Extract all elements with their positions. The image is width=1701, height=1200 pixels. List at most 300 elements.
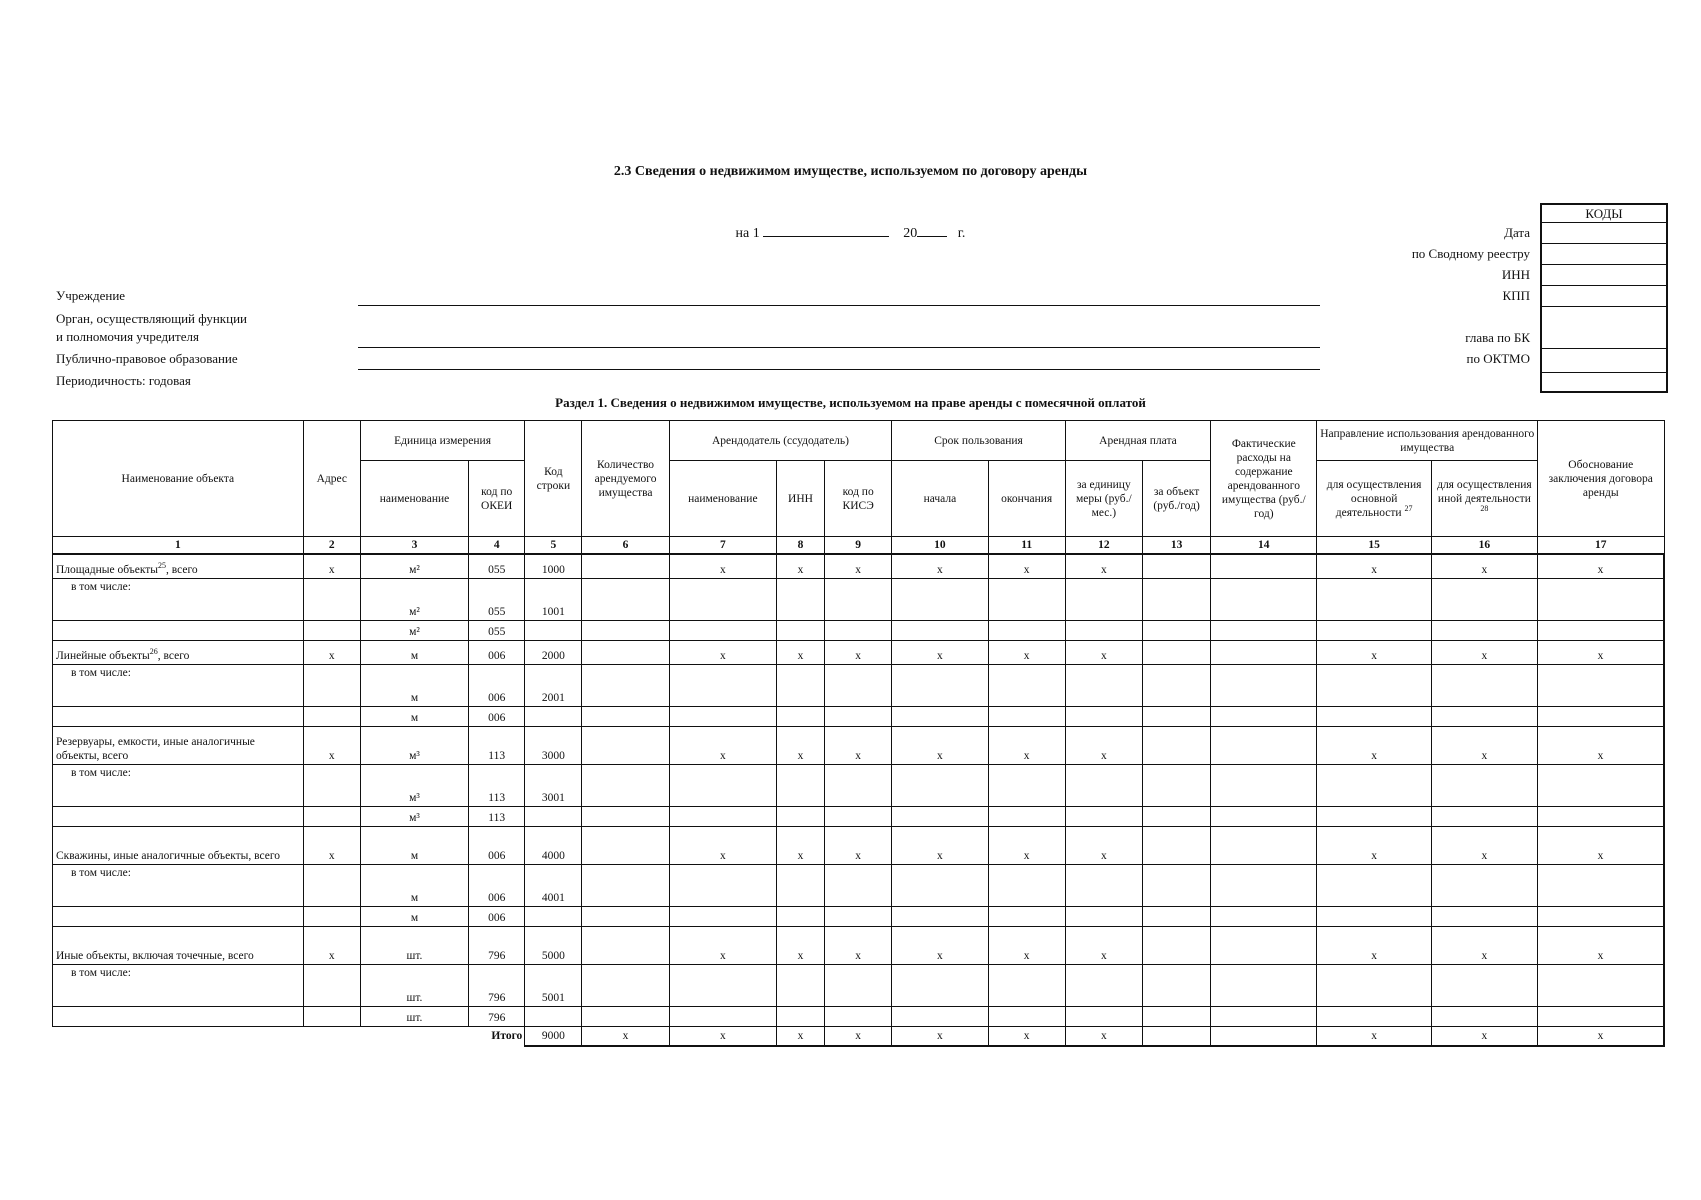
x-mark: х bbox=[1538, 926, 1664, 964]
document-title: 2.3 Сведения о недвижимом имуществе, используемом по договору аренды bbox=[613, 164, 1088, 179]
group-name bbox=[53, 554, 304, 578]
unit-code: 796 bbox=[469, 964, 525, 1006]
data-cell[interactable] bbox=[1142, 640, 1210, 664]
data-cell[interactable] bbox=[1538, 806, 1664, 826]
data-cell[interactable] bbox=[1538, 1006, 1664, 1026]
column-number: 15 bbox=[1317, 537, 1431, 555]
column-number: 1 bbox=[53, 537, 304, 555]
col-header-rent-per-unit: за единицу меры (руб./мес.) bbox=[1065, 461, 1142, 537]
public-entity-label: Публично-правовое образование bbox=[56, 351, 238, 366]
col-header-lessor-inn: ИНН bbox=[776, 461, 824, 537]
data-cell[interactable] bbox=[1065, 764, 1142, 806]
data-cell[interactable] bbox=[892, 906, 988, 926]
data-cell[interactable] bbox=[1142, 926, 1210, 964]
data-cell[interactable] bbox=[776, 864, 824, 906]
data-cell[interactable] bbox=[1538, 664, 1664, 706]
x-mark: х bbox=[1538, 1026, 1664, 1046]
x-mark: х bbox=[1431, 926, 1537, 964]
x-mark: х bbox=[1317, 554, 1431, 578]
group-extra-row bbox=[53, 906, 1665, 926]
data-cell[interactable] bbox=[303, 864, 360, 906]
codes-box bbox=[1540, 203, 1668, 393]
column-number: 11 bbox=[988, 537, 1065, 555]
data-cell[interactable] bbox=[892, 864, 988, 906]
data-cell[interactable] bbox=[892, 764, 988, 806]
data-cell[interactable] bbox=[1431, 906, 1537, 926]
column-number: 14 bbox=[1211, 537, 1317, 555]
data-cell[interactable] bbox=[1065, 964, 1142, 1006]
data-cell[interactable] bbox=[825, 706, 892, 726]
data-cell[interactable] bbox=[988, 764, 1065, 806]
data-cell[interactable] bbox=[1538, 764, 1664, 806]
data-cell[interactable] bbox=[1142, 826, 1210, 864]
data-cell[interactable] bbox=[303, 620, 360, 640]
date-prefix: на 1 bbox=[735, 226, 760, 241]
x-mark: х bbox=[825, 554, 892, 578]
x-mark: х bbox=[1431, 726, 1537, 764]
data-cell[interactable] bbox=[776, 806, 824, 826]
data-cell[interactable] bbox=[669, 1006, 776, 1026]
data-cell[interactable] bbox=[303, 964, 360, 1006]
code-inn-cell[interactable] bbox=[1542, 265, 1666, 286]
col-header-name: Наименование объекта bbox=[53, 421, 304, 537]
data-cell[interactable] bbox=[1317, 620, 1431, 640]
x-mark: х bbox=[669, 640, 776, 664]
x-mark: х bbox=[303, 726, 360, 764]
direction-other-text: для осуществления иной деятельности bbox=[1437, 478, 1532, 505]
data-cell[interactable] bbox=[1431, 764, 1537, 806]
data-cell[interactable] bbox=[1431, 664, 1537, 706]
row-code: 3000 bbox=[525, 726, 582, 764]
data-cell[interactable] bbox=[1142, 726, 1210, 764]
group-extra-row bbox=[53, 620, 1665, 640]
data-cell bbox=[53, 806, 304, 826]
column-number: 13 bbox=[1142, 537, 1210, 555]
data-cell[interactable] bbox=[1538, 964, 1664, 1006]
data-cell[interactable] bbox=[582, 706, 669, 726]
column-number: 9 bbox=[825, 537, 892, 555]
data-cell[interactable] bbox=[1431, 706, 1537, 726]
unit-code: 113 bbox=[469, 726, 525, 764]
section-title: Раздел 1. Сведения о недвижимом имуществе, используемом на праве аренды с помесячной оплатой bbox=[555, 395, 1146, 410]
data-cell[interactable] bbox=[525, 620, 582, 640]
data-cell[interactable] bbox=[892, 620, 988, 640]
data-cell[interactable] bbox=[988, 1006, 1065, 1026]
data-cell[interactable] bbox=[776, 764, 824, 806]
data-cell[interactable] bbox=[582, 664, 669, 706]
x-mark: х bbox=[1538, 640, 1664, 664]
data-cell[interactable] bbox=[988, 864, 1065, 906]
group-total-row bbox=[53, 726, 1665, 764]
group-name bbox=[53, 640, 304, 664]
data-cell[interactable] bbox=[776, 620, 824, 640]
data-cell[interactable] bbox=[582, 554, 669, 578]
data-cell[interactable] bbox=[669, 764, 776, 806]
column-number: 7 bbox=[669, 537, 776, 555]
unit-code: 055 bbox=[469, 620, 525, 640]
x-mark: х bbox=[1317, 926, 1431, 964]
code-label-oktmo: по ОКТМО bbox=[1466, 351, 1530, 366]
unit-name: м bbox=[360, 906, 468, 926]
col-header-unit-group: Единица измерения bbox=[360, 421, 524, 461]
x-mark: х bbox=[1538, 826, 1664, 864]
data-cell[interactable] bbox=[1317, 906, 1431, 926]
data-cell[interactable] bbox=[1317, 1006, 1431, 1026]
data-cell[interactable] bbox=[1211, 1026, 1317, 1046]
data-cell[interactable] bbox=[582, 926, 669, 964]
data-cell[interactable] bbox=[892, 806, 988, 826]
data-cell[interactable] bbox=[1431, 578, 1537, 620]
x-mark: х bbox=[892, 554, 988, 578]
data-cell[interactable] bbox=[1317, 706, 1431, 726]
x-mark: х bbox=[988, 1026, 1065, 1046]
x-mark: х bbox=[825, 826, 892, 864]
data-cell[interactable] bbox=[1538, 578, 1664, 620]
x-mark: х bbox=[776, 926, 824, 964]
data-cell[interactable] bbox=[1317, 864, 1431, 906]
data-cell[interactable] bbox=[525, 1006, 582, 1026]
data-cell[interactable] bbox=[669, 578, 776, 620]
institution-label: Учреждение bbox=[56, 288, 126, 303]
data-cell[interactable] bbox=[669, 664, 776, 706]
group-sub-row bbox=[53, 964, 1665, 1006]
data-cell[interactable] bbox=[892, 664, 988, 706]
data-cell[interactable] bbox=[1142, 864, 1210, 906]
group-name-text: Скважины, иные аналогичные объекты, всего bbox=[56, 849, 281, 862]
data-cell[interactable] bbox=[1065, 1006, 1142, 1026]
data-cell[interactable] bbox=[1538, 706, 1664, 726]
unit-code: 006 bbox=[469, 826, 525, 864]
date-year-field[interactable] bbox=[917, 224, 947, 237]
data-cell[interactable] bbox=[669, 706, 776, 726]
date-day-month-field[interactable] bbox=[763, 224, 889, 237]
col-header-lessor-group: Арендодатель (ссудодатель) bbox=[669, 421, 892, 461]
data-cell[interactable] bbox=[1211, 864, 1317, 906]
founder-field[interactable] bbox=[358, 347, 1320, 348]
data-cell[interactable] bbox=[1142, 554, 1210, 578]
data-cell[interactable] bbox=[825, 906, 892, 926]
data-cell[interactable] bbox=[525, 806, 582, 826]
x-mark: х bbox=[303, 826, 360, 864]
x-mark: х bbox=[988, 554, 1065, 578]
data-cell[interactable] bbox=[582, 906, 669, 926]
code-kpp-cell[interactable] bbox=[1542, 286, 1666, 307]
column-number: 8 bbox=[776, 537, 824, 555]
unit-name: м bbox=[360, 664, 468, 706]
data-cell[interactable] bbox=[1065, 806, 1142, 826]
unit-name: м² bbox=[360, 578, 468, 620]
col-header-direction-main bbox=[1317, 461, 1431, 537]
incl-label: в том числе: bbox=[53, 578, 304, 620]
column-number: 2 bbox=[303, 537, 360, 555]
founder-label-line1: Орган, осуществляющий функции bbox=[56, 311, 247, 326]
data-cell[interactable] bbox=[1142, 706, 1210, 726]
x-mark: х bbox=[776, 826, 824, 864]
data-cell[interactable] bbox=[582, 578, 669, 620]
data-cell[interactable] bbox=[1538, 906, 1664, 926]
unit-name: м³ bbox=[360, 764, 468, 806]
data-cell[interactable] bbox=[1065, 706, 1142, 726]
x-mark: х bbox=[892, 640, 988, 664]
unit-name: шт. bbox=[360, 964, 468, 1006]
data-cell[interactable] bbox=[1431, 1006, 1537, 1026]
code-label-date: Дата bbox=[1504, 225, 1530, 240]
x-mark: х bbox=[1065, 926, 1142, 964]
data-cell[interactable] bbox=[303, 578, 360, 620]
x-mark: х bbox=[988, 926, 1065, 964]
col-header-row-code: Код строки bbox=[525, 421, 582, 537]
periodicity-label: Периодичность: годовая bbox=[56, 373, 191, 388]
unit-name: шт. bbox=[360, 926, 468, 964]
x-mark: х bbox=[669, 926, 776, 964]
code-date-cell[interactable] bbox=[1542, 223, 1666, 244]
col-header-term-group: Срок пользования bbox=[892, 421, 1065, 461]
x-mark: х bbox=[1065, 640, 1142, 664]
col-header-term-end: окончания bbox=[988, 461, 1065, 537]
data-cell[interactable] bbox=[582, 864, 669, 906]
data-cell[interactable] bbox=[582, 806, 669, 826]
data-cell[interactable] bbox=[1142, 664, 1210, 706]
data-cell[interactable] bbox=[1211, 664, 1317, 706]
data-cell[interactable] bbox=[988, 620, 1065, 640]
data-cell[interactable] bbox=[1211, 620, 1317, 640]
data-cell[interactable] bbox=[988, 706, 1065, 726]
col-header-address: Адрес bbox=[303, 421, 360, 537]
data-cell[interactable] bbox=[525, 906, 582, 926]
data-cell[interactable] bbox=[1211, 554, 1317, 578]
code-label-kpp: КПП bbox=[1502, 288, 1530, 303]
data-cell[interactable] bbox=[303, 1006, 360, 1026]
data-cell[interactable] bbox=[1065, 664, 1142, 706]
data-cell[interactable] bbox=[776, 1006, 824, 1026]
unit-code: 113 bbox=[469, 764, 525, 806]
unit-code: 055 bbox=[469, 578, 525, 620]
group-name-text: Резервуары, емкости, иные аналогичные объекты, всего bbox=[56, 735, 255, 762]
col-header-rent-group: Арендная плата bbox=[1065, 421, 1210, 461]
x-mark: х bbox=[988, 826, 1065, 864]
incl-label: в том числе: bbox=[53, 964, 304, 1006]
data-cell[interactable] bbox=[669, 864, 776, 906]
code-bk-cell[interactable] bbox=[1542, 307, 1666, 349]
data-cell[interactable] bbox=[1211, 964, 1317, 1006]
x-mark: х bbox=[1317, 640, 1431, 664]
col-header-unit-code: код по ОКЕИ bbox=[469, 461, 525, 537]
row-code: 5000 bbox=[525, 926, 582, 964]
data-cell[interactable] bbox=[1211, 578, 1317, 620]
data-cell[interactable] bbox=[582, 826, 669, 864]
footnote-28: 28 bbox=[1480, 503, 1489, 513]
data-cell[interactable] bbox=[892, 706, 988, 726]
data-cell[interactable] bbox=[669, 964, 776, 1006]
data-cell[interactable] bbox=[892, 964, 988, 1006]
x-mark: х bbox=[825, 1026, 892, 1046]
group-name-suffix: , всего bbox=[157, 649, 190, 662]
data-cell bbox=[53, 906, 304, 926]
data-cell[interactable] bbox=[1538, 620, 1664, 640]
data-cell[interactable] bbox=[1142, 1026, 1210, 1046]
data-cell[interactable] bbox=[669, 806, 776, 826]
unit-code: 796 bbox=[469, 1006, 525, 1026]
unit-code: 006 bbox=[469, 706, 525, 726]
data-cell[interactable] bbox=[776, 706, 824, 726]
col-header-rent-per-object: за объект (руб./год) bbox=[1142, 461, 1210, 537]
data-cell[interactable] bbox=[582, 764, 669, 806]
data-cell[interactable] bbox=[1317, 806, 1431, 826]
code-oktmo-cell[interactable] bbox=[1542, 349, 1666, 373]
data-cell[interactable] bbox=[1065, 906, 1142, 926]
data-cell[interactable] bbox=[825, 964, 892, 1006]
data-cell bbox=[53, 620, 304, 640]
x-mark: х bbox=[776, 726, 824, 764]
data-cell[interactable] bbox=[825, 764, 892, 806]
col-header-quantity: Количество арендуемого имущества bbox=[582, 421, 669, 537]
unit-code: 006 bbox=[469, 864, 525, 906]
data-cell[interactable] bbox=[1211, 640, 1317, 664]
data-cell[interactable] bbox=[582, 964, 669, 1006]
x-mark: х bbox=[825, 926, 892, 964]
x-mark: х bbox=[669, 726, 776, 764]
data-cell[interactable] bbox=[1431, 806, 1537, 826]
total-label: Итого bbox=[53, 1026, 525, 1046]
data-cell[interactable] bbox=[1142, 1006, 1210, 1026]
data-cell[interactable] bbox=[1211, 806, 1317, 826]
data-cell[interactable] bbox=[1317, 964, 1431, 1006]
data-cell[interactable] bbox=[825, 664, 892, 706]
rent-data-table bbox=[52, 420, 1665, 1047]
data-cell[interactable] bbox=[825, 620, 892, 640]
data-cell[interactable] bbox=[1211, 826, 1317, 864]
data-cell[interactable] bbox=[1142, 764, 1210, 806]
data-cell[interactable] bbox=[525, 706, 582, 726]
data-cell[interactable] bbox=[1431, 964, 1537, 1006]
data-cell[interactable] bbox=[988, 906, 1065, 926]
data-cell[interactable] bbox=[1142, 806, 1210, 826]
x-mark: х bbox=[988, 640, 1065, 664]
institution-field[interactable] bbox=[358, 305, 1320, 306]
data-cell[interactable] bbox=[988, 806, 1065, 826]
data-cell[interactable] bbox=[1065, 578, 1142, 620]
data-cell[interactable] bbox=[582, 726, 669, 764]
total-row-code: 9000 bbox=[525, 1026, 582, 1046]
x-mark: х bbox=[303, 926, 360, 964]
data-cell[interactable] bbox=[1065, 864, 1142, 906]
unit-code: 113 bbox=[469, 806, 525, 826]
data-cell[interactable] bbox=[1211, 764, 1317, 806]
unit-code: 006 bbox=[469, 640, 525, 664]
data-cell[interactable] bbox=[776, 906, 824, 926]
x-mark: х bbox=[825, 640, 892, 664]
col-header-unit-name: наименование bbox=[360, 461, 468, 537]
data-cell[interactable] bbox=[825, 1006, 892, 1026]
data-cell[interactable] bbox=[988, 964, 1065, 1006]
data-cell[interactable] bbox=[669, 620, 776, 640]
column-number: 6 bbox=[582, 537, 669, 555]
x-mark: х bbox=[669, 826, 776, 864]
unit-code: 055 bbox=[469, 554, 525, 578]
data-cell[interactable] bbox=[1142, 578, 1210, 620]
group-total-row bbox=[53, 926, 1665, 964]
data-cell[interactable] bbox=[582, 1006, 669, 1026]
group-total-row bbox=[53, 554, 1665, 578]
group-footnote: 25 bbox=[158, 560, 167, 570]
col-header-term-start: начала bbox=[892, 461, 988, 537]
data-cell[interactable] bbox=[1142, 620, 1210, 640]
row-code: 1001 bbox=[525, 578, 582, 620]
group-total-row bbox=[53, 826, 1665, 864]
data-cell[interactable] bbox=[1211, 726, 1317, 764]
data-cell[interactable] bbox=[825, 806, 892, 826]
unit-name: м bbox=[360, 826, 468, 864]
code-label-inn: ИНН bbox=[1501, 267, 1530, 282]
group-extra-row bbox=[53, 806, 1665, 826]
data-cell[interactable] bbox=[892, 1006, 988, 1026]
column-number: 4 bbox=[469, 537, 525, 555]
data-cell[interactable] bbox=[1142, 906, 1210, 926]
data-cell bbox=[53, 706, 304, 726]
data-cell[interactable] bbox=[303, 806, 360, 826]
unit-code: 796 bbox=[469, 926, 525, 964]
data-cell[interactable] bbox=[1211, 1006, 1317, 1026]
data-cell[interactable] bbox=[669, 906, 776, 926]
data-cell[interactable] bbox=[303, 664, 360, 706]
data-cell[interactable] bbox=[1317, 664, 1431, 706]
founder-label-line2: и полномочия учредителя bbox=[56, 329, 199, 344]
data-cell[interactable] bbox=[776, 964, 824, 1006]
x-mark: х bbox=[303, 554, 360, 578]
data-cell[interactable] bbox=[825, 578, 892, 620]
data-cell[interactable] bbox=[988, 578, 1065, 620]
data-cell[interactable] bbox=[303, 906, 360, 926]
col-header-lessor-name: наименование bbox=[669, 461, 776, 537]
data-cell[interactable] bbox=[1142, 964, 1210, 1006]
data-cell[interactable] bbox=[303, 706, 360, 726]
data-cell[interactable] bbox=[1317, 764, 1431, 806]
x-mark: х bbox=[892, 1026, 988, 1046]
x-mark: х bbox=[1065, 554, 1142, 578]
group-footnote: 26 bbox=[149, 646, 158, 656]
data-cell[interactable] bbox=[582, 620, 669, 640]
x-mark: х bbox=[776, 640, 824, 664]
data-cell[interactable] bbox=[1065, 620, 1142, 640]
data-cell[interactable] bbox=[1431, 620, 1537, 640]
data-cell[interactable] bbox=[303, 764, 360, 806]
code-registry-cell[interactable] bbox=[1542, 244, 1666, 265]
group-name-text: Площадные объекты bbox=[56, 563, 159, 576]
data-cell[interactable] bbox=[1538, 864, 1664, 906]
data-cell[interactable] bbox=[1211, 926, 1317, 964]
direction-main-text: для осуществления основной деятельности bbox=[1326, 478, 1422, 519]
group-name-suffix: , всего bbox=[166, 563, 198, 576]
row-code: 2001 bbox=[525, 664, 582, 706]
data-cell[interactable] bbox=[582, 640, 669, 664]
public-entity-field[interactable] bbox=[358, 369, 1320, 370]
data-cell[interactable] bbox=[1211, 706, 1317, 726]
data-cell[interactable] bbox=[776, 664, 824, 706]
data-cell[interactable] bbox=[1317, 578, 1431, 620]
data-cell[interactable] bbox=[776, 578, 824, 620]
group-total-row bbox=[53, 640, 1665, 664]
data-cell[interactable] bbox=[988, 664, 1065, 706]
data-cell[interactable] bbox=[1211, 906, 1317, 926]
data-cell[interactable] bbox=[825, 864, 892, 906]
incl-label: в том числе: bbox=[53, 864, 304, 906]
date-year-suffix: г. bbox=[957, 226, 966, 241]
column-number: 17 bbox=[1538, 537, 1664, 555]
row-code: 1000 bbox=[525, 554, 582, 578]
unit-name: м³ bbox=[360, 806, 468, 826]
data-cell[interactable] bbox=[892, 578, 988, 620]
data-cell[interactable] bbox=[1431, 864, 1537, 906]
